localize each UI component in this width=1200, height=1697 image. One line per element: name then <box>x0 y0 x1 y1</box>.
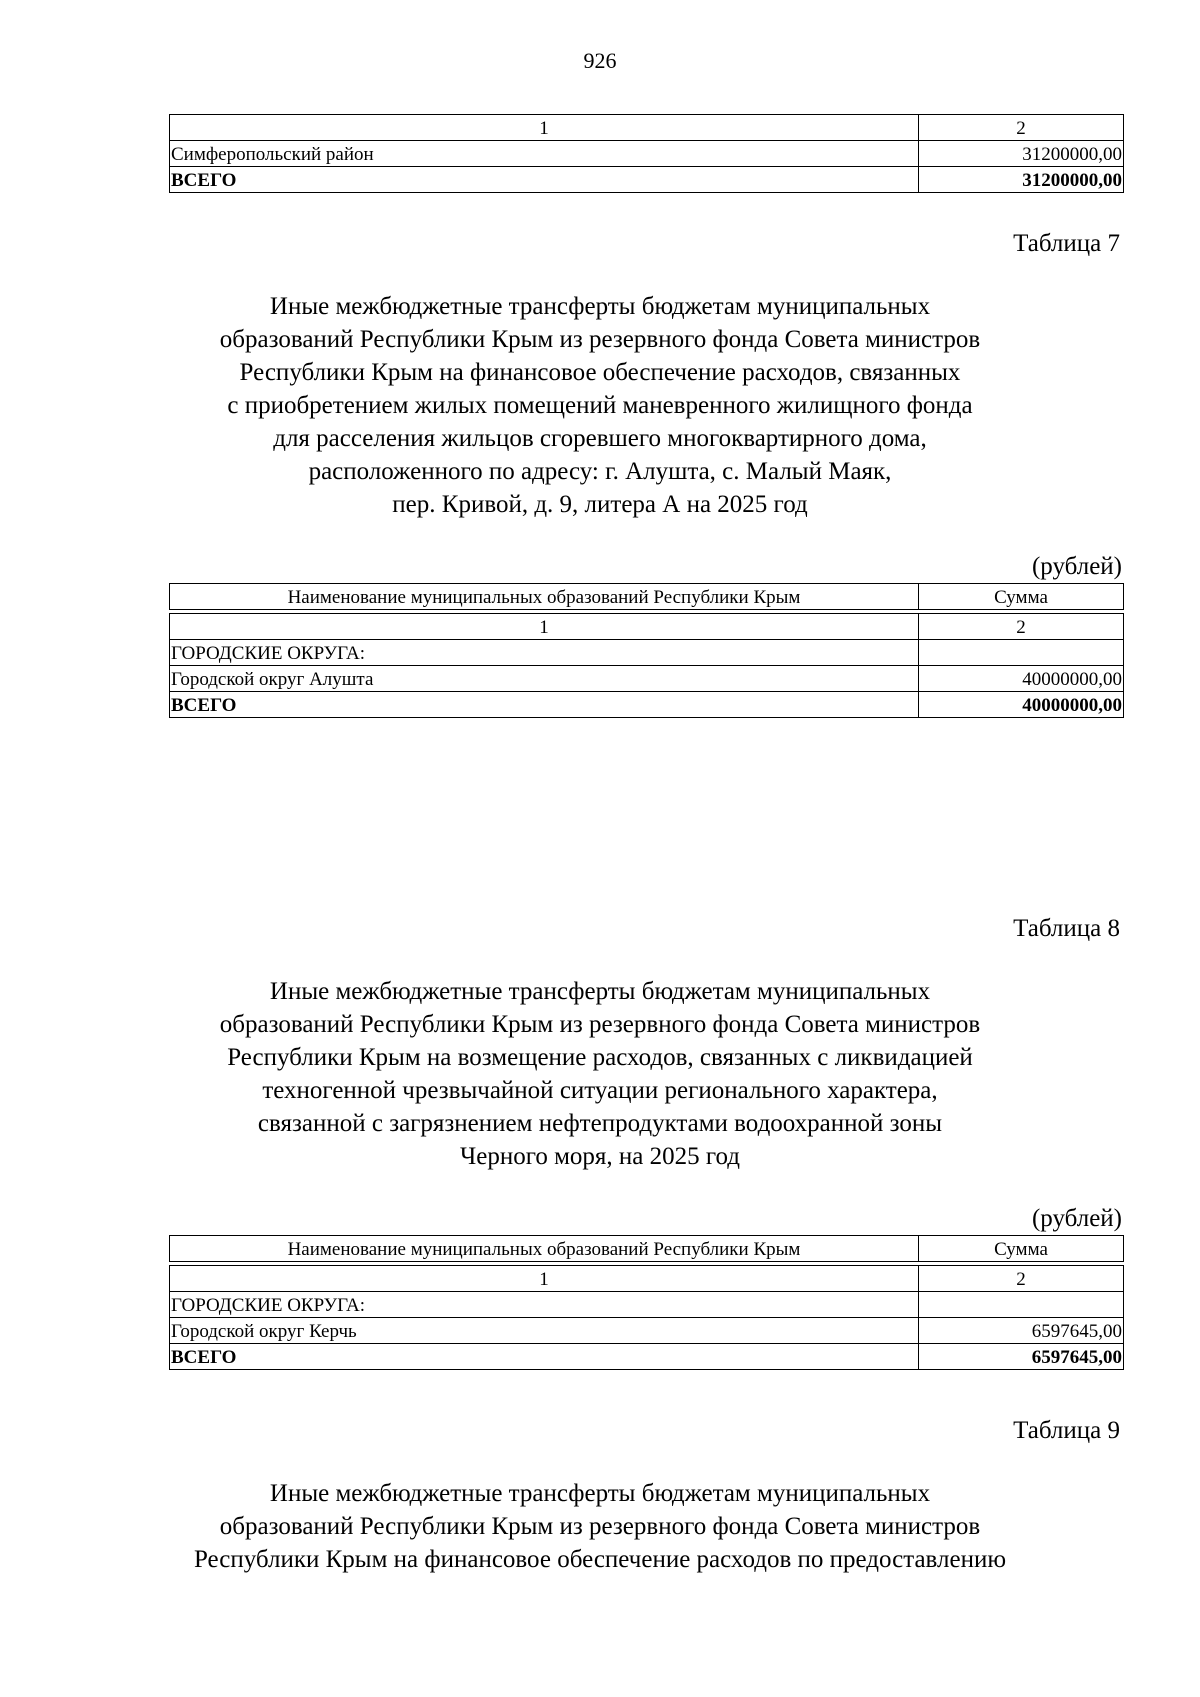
table8-caption: Таблица 8 <box>1013 915 1120 942</box>
title-line: Республики Крым на возмещение расходов, связанных с ликвидацией <box>227 1044 973 1071</box>
table-row <box>170 1292 1124 1318</box>
table-row <box>170 614 1124 640</box>
table7-caption: Таблица 7 <box>1013 230 1120 257</box>
total-label: ВСЕГО <box>170 167 919 193</box>
total-row <box>170 1344 1124 1370</box>
title-line: для расселения жильцов сгоревшего многоквартирного дома, <box>273 425 927 452</box>
title-line: Иные межбюджетные трансферты бюджетам муниципальных <box>269 1480 931 1507</box>
title-line: образований Республики Крым из резервного фонда Совета министров <box>219 1011 981 1038</box>
col-number-1: 1 <box>170 115 919 141</box>
table-row <box>170 141 1124 167</box>
header-sum: Сумма <box>919 584 1124 610</box>
total-label: ВСЕГО <box>170 692 919 718</box>
title-line: Иные межбюджетные трансферты бюджетам муниципальных <box>269 978 931 1005</box>
col-number-2: 2 <box>919 1266 1124 1292</box>
table7-units: (рублей) <box>1031 553 1122 580</box>
table-row <box>170 1266 1124 1292</box>
row-amount: 31200000,00 <box>919 141 1124 167</box>
header-sum: Сумма <box>919 1236 1124 1262</box>
row-name: Городской округ Алушта <box>170 666 919 692</box>
header-name: Наименование муниципальных образований Республики Крым <box>170 584 919 610</box>
top-continuation-table <box>169 114 1124 193</box>
table-header-row <box>170 1236 1124 1262</box>
table-row <box>170 1318 1124 1344</box>
table-row <box>170 666 1124 692</box>
group-label: ГОРОДСКИЕ ОКРУГА: <box>170 640 919 666</box>
table7 <box>169 583 1124 718</box>
table-header-row <box>170 584 1124 610</box>
title-line: Республики Крым на финансовое обеспечение расходов по предоставлению <box>193 1546 1007 1573</box>
total-row <box>170 692 1124 718</box>
title-line: Республики Крым на финансовое обеспечение расходов, связанных <box>239 359 961 386</box>
total-label: ВСЕГО <box>170 1344 919 1370</box>
row-amount: 6597645,00 <box>919 1318 1124 1344</box>
table8-units: (рублей) <box>1031 1205 1122 1232</box>
col-number-1: 1 <box>170 1266 919 1292</box>
title-line: с приобретением жилых помещений маневренного жилищного фонда <box>227 392 973 419</box>
total-amount: 6597645,00 <box>919 1344 1124 1370</box>
group-label: ГОРОДСКИЕ ОКРУГА: <box>170 1292 919 1318</box>
title-line: связанной с загрязнением нефтепродуктами водоохранной зоны <box>257 1110 943 1137</box>
title-line: техногенной чрезвычайной ситуации регионального характера, <box>262 1077 938 1104</box>
title-line: пер. Кривой, д. 9, литера А на 2025 год <box>392 491 808 518</box>
title-line: образований Республики Крым из резервного фонда Совета министров <box>219 1513 981 1540</box>
row-name: Городской округ Керчь <box>170 1318 919 1344</box>
title-line: расположенного по адресу: г. Алушта, с. Малый Маяк, <box>308 458 892 485</box>
table8-title <box>150 975 1050 1173</box>
table9-title <box>150 1477 1050 1576</box>
row-name: Симферопольский район <box>170 141 919 167</box>
table-row <box>170 640 1124 666</box>
title-line: Черного моря, на 2025 год <box>459 1143 741 1170</box>
table-row <box>170 115 1124 141</box>
total-amount: 40000000,00 <box>919 692 1124 718</box>
table7-title <box>150 290 1050 521</box>
title-line: Иные межбюджетные трансферты бюджетам муниципальных <box>269 293 931 320</box>
table9-caption: Таблица 9 <box>1013 1417 1120 1444</box>
table8 <box>169 1235 1124 1370</box>
total-row <box>170 167 1124 193</box>
col-number-2: 2 <box>919 115 1124 141</box>
col-number-1: 1 <box>170 614 919 640</box>
header-name: Наименование муниципальных образований Республики Крым <box>170 1236 919 1262</box>
title-line: образований Республики Крым из резервного фонда Совета министров <box>219 326 981 353</box>
page-number: 926 <box>583 48 617 73</box>
total-amount: 31200000,00 <box>919 167 1124 193</box>
row-amount: 40000000,00 <box>919 666 1124 692</box>
col-number-2: 2 <box>919 614 1124 640</box>
